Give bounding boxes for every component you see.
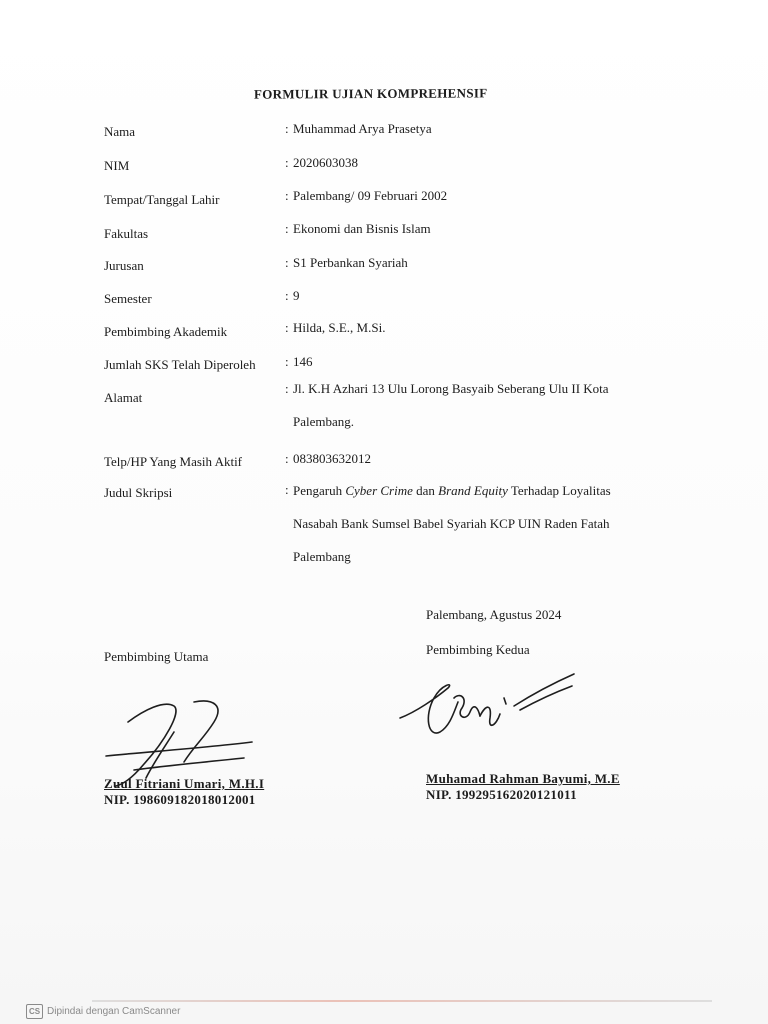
field-label: Telp/HP Yang Masih Aktif <box>104 454 243 469</box>
field-label: Pembimbing Akademik <box>104 324 228 339</box>
field-value <box>293 474 611 573</box>
secondary-supervisor <box>426 771 620 803</box>
field-label: Semester <box>104 291 152 306</box>
value-line: Palembang <box>293 549 351 564</box>
field-colon: : <box>285 320 289 335</box>
field-colon: : <box>285 451 289 466</box>
field-value: S1 Perbankan Syariah <box>293 255 408 270</box>
field-value: 2020603038 <box>293 155 358 170</box>
field-value: 083803632012 <box>293 451 371 466</box>
primary-supervisor-name: Zuul Fitriani Umari, M.H.I <box>104 776 265 791</box>
field-value: Palembang/ 09 Februari 2002 <box>293 188 448 203</box>
secondary-supervisor-role: Pembimbing Kedua <box>426 642 530 657</box>
field-colon: : <box>285 381 289 396</box>
camscanner-logo-icon: CS <box>26 1004 43 1019</box>
primary-supervisor-nip: NIP. 198609182018012001 <box>104 792 256 807</box>
field-colon: : <box>285 188 289 203</box>
place-date: Palembang, Agustus 2024 <box>426 607 562 622</box>
field-value: Muhammad Arya Prasetya <box>293 121 432 136</box>
scanner-footer <box>26 1004 180 1019</box>
field-label: Judul Skripsi <box>104 485 173 500</box>
secondary-supervisor-name: Muhamad Rahman Bayumi, M.E <box>426 771 620 786</box>
secondary-supervisor-nip: NIP. 199295162020121011 <box>426 787 577 802</box>
field-colon: : <box>285 482 289 497</box>
field-colon: : <box>285 121 289 136</box>
field-label: Jurusan <box>104 258 144 273</box>
field-value: Ekonomi dan Bisnis Islam <box>293 221 431 236</box>
field-label: Tempat/Tanggal Lahir <box>104 192 220 207</box>
field-label: Fakultas <box>104 226 149 241</box>
form-title: FORMULIR UJIAN KOMPREHENSIF <box>253 85 488 102</box>
field-label: Nama <box>104 124 136 139</box>
value-line: Nasabah Bank Sumsel Babel Syariah KCP UIN Raden Fatah <box>293 516 610 531</box>
field-label: NIM <box>104 158 130 173</box>
primary-supervisor-role: Pembimbing Utama <box>104 649 209 664</box>
field-colon: : <box>285 288 289 303</box>
field-value: Hilda, S.E., M.Si. <box>293 320 386 335</box>
field-value: 9 <box>293 288 300 303</box>
field-label: Jumlah SKS Telah Diperoleh <box>104 357 256 372</box>
field-colon: : <box>285 354 289 369</box>
scan-edge-line <box>92 1000 712 1002</box>
value-line: Jl. K.H Azhari 13 Ulu Lorong Basyaib Seberang Ulu II Kota <box>293 381 609 396</box>
primary-supervisor <box>104 776 264 808</box>
field-colon: : <box>285 255 289 270</box>
field-colon: : <box>285 155 289 170</box>
field-value <box>293 372 609 438</box>
value-line: Pengaruh Cyber Crime dan Brand Equity Terhadap Loyalitas <box>293 483 611 498</box>
secondary-signature <box>396 668 586 748</box>
value-line: Palembang. <box>293 414 355 429</box>
field-colon: : <box>285 221 289 236</box>
field-value: 146 <box>293 354 313 369</box>
scanner-footer-text: Dipindai dengan CamScanner <box>47 1006 181 1017</box>
field-label: Alamat <box>104 390 143 405</box>
